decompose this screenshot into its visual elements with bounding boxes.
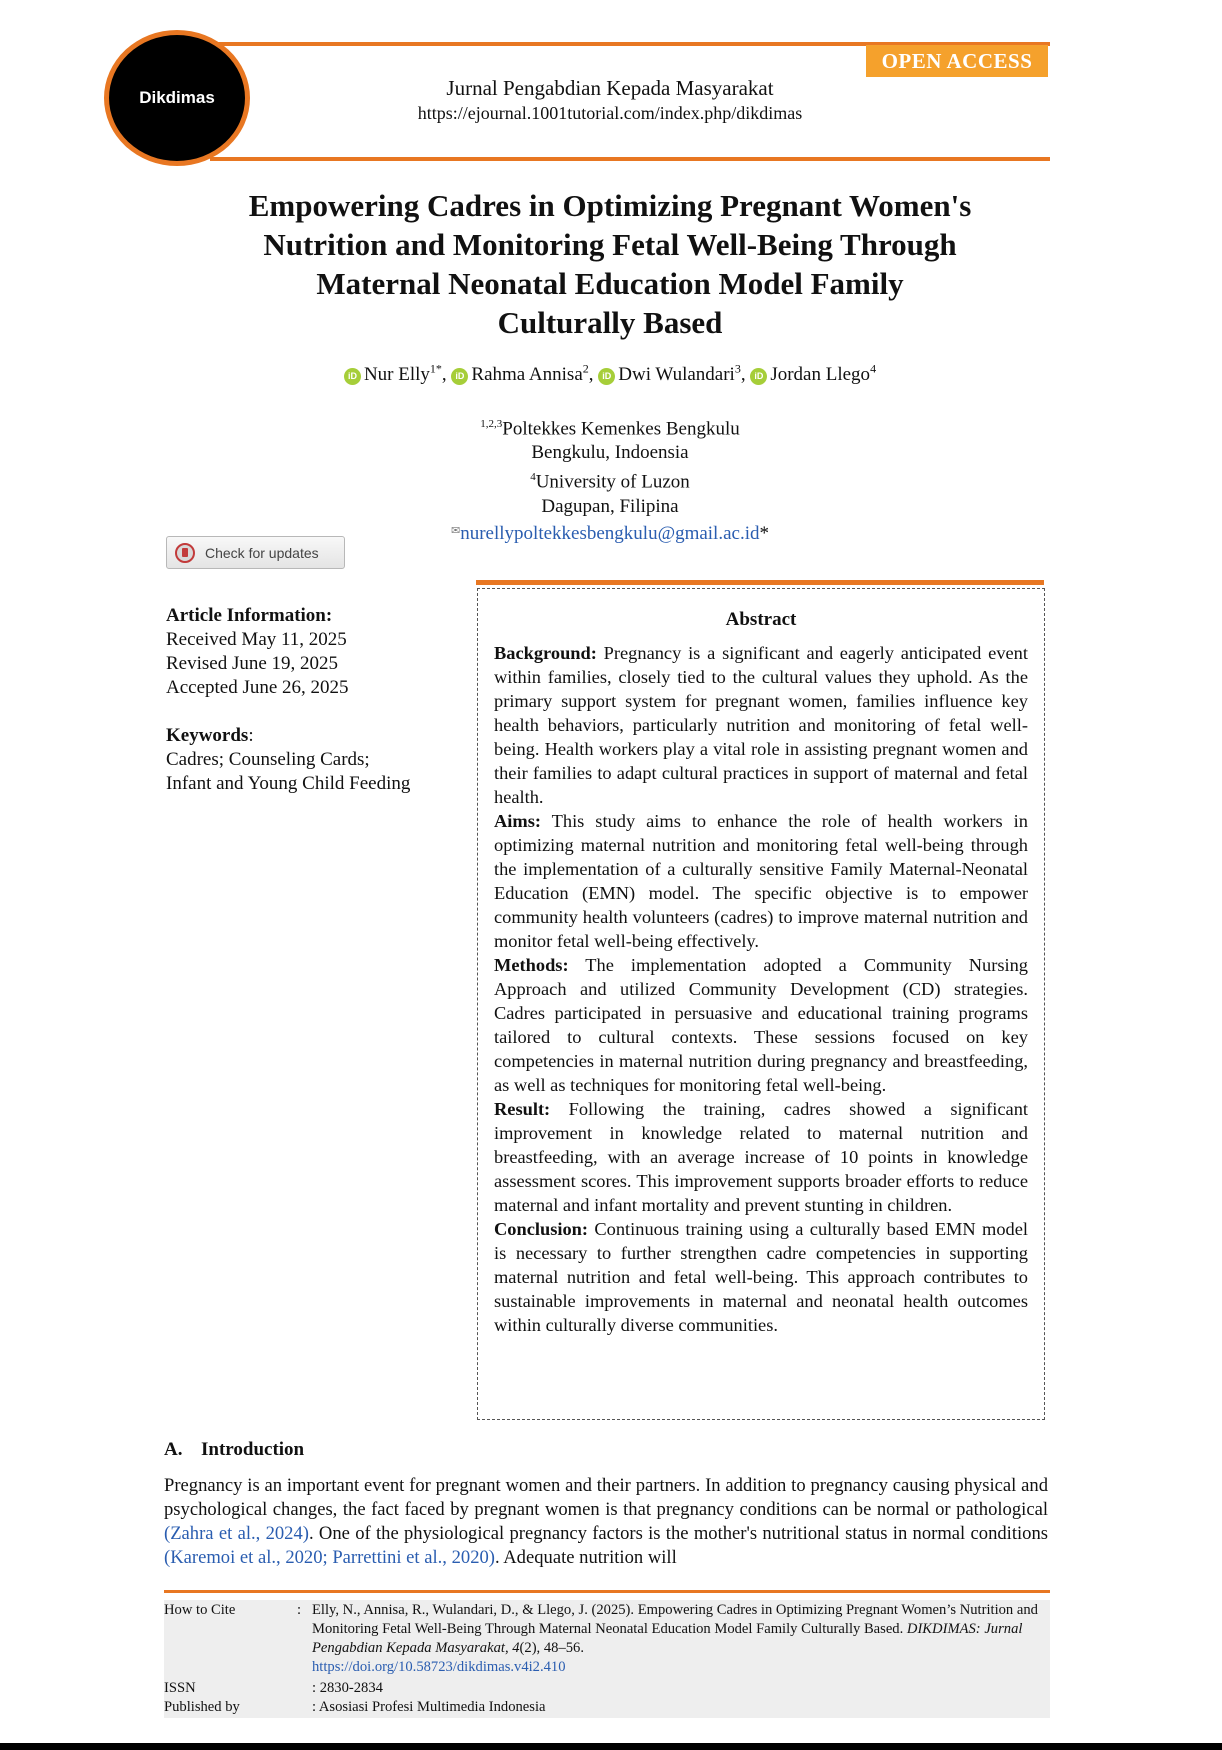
check-updates-label: Check for updates [205, 544, 319, 561]
abstract-top-rule [476, 580, 1044, 585]
check-for-updates-button[interactable] [166, 536, 345, 569]
email-link[interactable]: nurellypoltekkesbengkulu@gmail.ac.id [460, 522, 760, 544]
page-bottom-edge [0, 1743, 1222, 1750]
author-name: Dwi Wulandari [618, 364, 735, 386]
affil-institution: Poltekkes Kemenkes Bengkulu [502, 418, 740, 440]
publisher-value: : Asosiasi Profesi Multimedia Indonesia [312, 1699, 546, 1715]
affil-mark: 4 [530, 471, 536, 484]
how-to-cite-text [312, 1601, 1047, 1677]
keywords-line: Cadres; Counseling Cards; [166, 749, 370, 770]
citation-link[interactable]: (Karemoi et al., 2020; Parrettini et al., 2020) [164, 1547, 495, 1568]
abstract-background [494, 641, 1028, 809]
abstract-aims [494, 809, 1028, 953]
orcid-icon[interactable]: iD [451, 368, 468, 385]
author-item[interactable] [344, 364, 451, 385]
accepted-date: Accepted June 26, 2025 [166, 677, 349, 698]
abstract-text: Pregnancy is a significant and eagerly anticipated event within families, closely tied to the cultural values they uphold. As the primary support system for pregnant women, families influence key health behaviors, particularly nutrition and monitoring of fetal well-being. Health workers play a vital role in assisting pregnant women and their families to adapt cultural practices in support of maternal and fetal health. [494, 643, 1028, 807]
cite-volume: 4 [512, 1640, 520, 1656]
author-affil-mark: 1* [429, 362, 442, 376]
abstract-label: Aims: [494, 811, 541, 831]
author-separator: , [588, 364, 599, 386]
author-affil-mark: 4 [870, 362, 877, 376]
abstract-text: Continuous training using a culturally based EMN model is necessary to further strengthen cadre competencies in supporting maternal nutrition and fetal well-being. This approach contributes to sustainable improvements in maternal and neonatal health outcomes within culturally diverse communities. [494, 1219, 1028, 1335]
author-separator: , [441, 364, 452, 386]
abstract-label: Methods: [494, 955, 569, 975]
affil-institution: University of Luzon [535, 471, 690, 493]
author-affil-mark: 3 [734, 362, 741, 376]
abstract-label: Conclusion: [494, 1219, 589, 1239]
open-access-badge: OPEN ACCESS [866, 45, 1048, 77]
affil-mark: 1,2,3 [480, 418, 503, 430]
title-line: Culturally Based [497, 305, 723, 340]
article-info-heading: Article Information: [166, 605, 333, 626]
header-bottom-rule [210, 157, 1050, 161]
citation-link[interactable]: (Zahra et al., 2024) [164, 1523, 309, 1544]
abstract-label: Result: [494, 1099, 551, 1119]
keywords-block [166, 724, 456, 796]
footer-rule [164, 1590, 1050, 1593]
author-item[interactable] [451, 364, 598, 385]
author-list [200, 362, 1020, 386]
keywords-heading: Keywords [166, 725, 249, 746]
author-item[interactable] [598, 364, 750, 385]
section-title: Introduction [201, 1439, 305, 1460]
cite-colon: : [297, 1602, 302, 1618]
author-name: Jordan Llego [770, 364, 871, 386]
title-line: Maternal Neonatal Education Model Family [316, 266, 904, 301]
keywords-line: Infant and Young Child Feeding [166, 773, 411, 794]
crossmark-icon [175, 543, 195, 563]
author-name: Rahma Annisa [471, 364, 583, 386]
cite-journal: DIKDIMAS: Jurnal Pengabdian Kepada Masyarakat [312, 1621, 1023, 1656]
envelope-icon: ✉ [451, 524, 461, 537]
issn-value: : 2830-2834 [312, 1680, 383, 1696]
how-to-cite-label: How to Cite [164, 1602, 236, 1618]
cite-separator: , [504, 1640, 513, 1656]
body-text: . One of the physiological pregnancy factors is the mother's nutritional status in normal conditions [308, 1523, 1048, 1544]
journal-logo [104, 30, 250, 166]
article-information [166, 604, 446, 700]
abstract-heading: Abstract [725, 609, 797, 630]
section-number: A. [164, 1439, 183, 1460]
author-separator: , [740, 364, 751, 386]
corresponding-email[interactable] [300, 519, 920, 546]
issn-label: ISSN [164, 1680, 196, 1696]
affil-location: Dagupan, Filipina [541, 495, 679, 517]
received-date: Received May 11, 2025 [166, 629, 347, 650]
publisher-label: Published by [164, 1699, 240, 1715]
affiliation-1 [300, 412, 920, 441]
title-line: Nutrition and Monitoring Fetal Well-Being Through [263, 227, 957, 262]
journal-name: Jurnal Pengabdian Kepada Masyarakat [446, 76, 774, 100]
abstract-text: This study aims to enhance the role of health workers in optimizing maternal nutrition and monitoring fetal well-being through the implementation of a culturally sensitive Family Maternal-Neonatal Education (EMN) model. The specific objective is to empower community health volunteers (cadres) to improve maternal nutrition and monitor fetal well-being effectively. [494, 811, 1028, 951]
doi-link[interactable]: https://doi.org/10.58723/dikdimas.v4i2.410 [312, 1659, 566, 1675]
author-name: Nur Elly [363, 364, 430, 386]
section-heading-introduction [164, 1439, 304, 1461]
abstract-conclusion [494, 1217, 1028, 1337]
orcid-icon[interactable]: iD [344, 368, 361, 385]
journal-url[interactable]: https://ejournal.1001tutorial.com/index.php/dikdimas [417, 103, 803, 123]
revised-date: Revised June 19, 2025 [166, 653, 339, 674]
paper-title [190, 186, 1030, 342]
abstract-methods [494, 953, 1028, 1097]
affiliation-2 [300, 465, 920, 494]
abstract-label: Background: [494, 643, 597, 663]
author-item[interactable] [750, 364, 876, 385]
keywords-colon: : [248, 725, 254, 746]
orcid-icon[interactable]: iD [750, 368, 767, 385]
cite-issue: (2), 48–56. [519, 1640, 584, 1656]
author-affil-mark: 2 [582, 362, 589, 376]
body-text: Pregnancy is an important event for pregnant women and their partners. In addition to pregnancy causing physical and psychological changes, the fact faced by pregnant women is that pregnancy conditions can be normal or pathological [164, 1475, 1048, 1520]
abstract-text: Following the training, cadres showed a significant improvement in knowledge related to maternal nutrition and breastfeeding, with an average increase of 10 points in knowledge assessment scores. This improvement supports broader efforts to reduce maternal and infant mortality and prevent stunting in children. [494, 1099, 1028, 1215]
affil-location: Bengkulu, Indoensia [531, 442, 689, 464]
title-line: Empowering Cadres in Optimizing Pregnant Women's [248, 188, 972, 223]
abstract-text: The implementation adopted a Community Nursing Approach and utilized Community Development (CD) strategies. Cadres participated in persuasive and educational training programs tailored to cultural contexts. These sessions focused on key competencies in maternal nutrition during pregnancy and breastfeeding, as well as techniques for monitoring fetal well-being. [494, 955, 1028, 1095]
introduction-paragraph [164, 1474, 1048, 1570]
cite-body: Elly, N., Annisa, R., Wulandari, D., & Llego, J. (2025). Empowering Cadres in Optimizing Pregnant Women’s Nutrition and Monitoring Fetal Well-Being Through Maternal Neonatal Education Model Family Culturally Based. [312, 1602, 1038, 1637]
body-text: . Adequate nutrition will [494, 1547, 677, 1568]
abstract-box [477, 588, 1045, 1420]
logo-text: Dikdimas [139, 88, 215, 107]
affiliations [300, 412, 920, 546]
abstract-result [494, 1097, 1028, 1217]
orcid-icon[interactable]: iD [598, 368, 615, 385]
corresponding-mark: * [759, 522, 769, 544]
